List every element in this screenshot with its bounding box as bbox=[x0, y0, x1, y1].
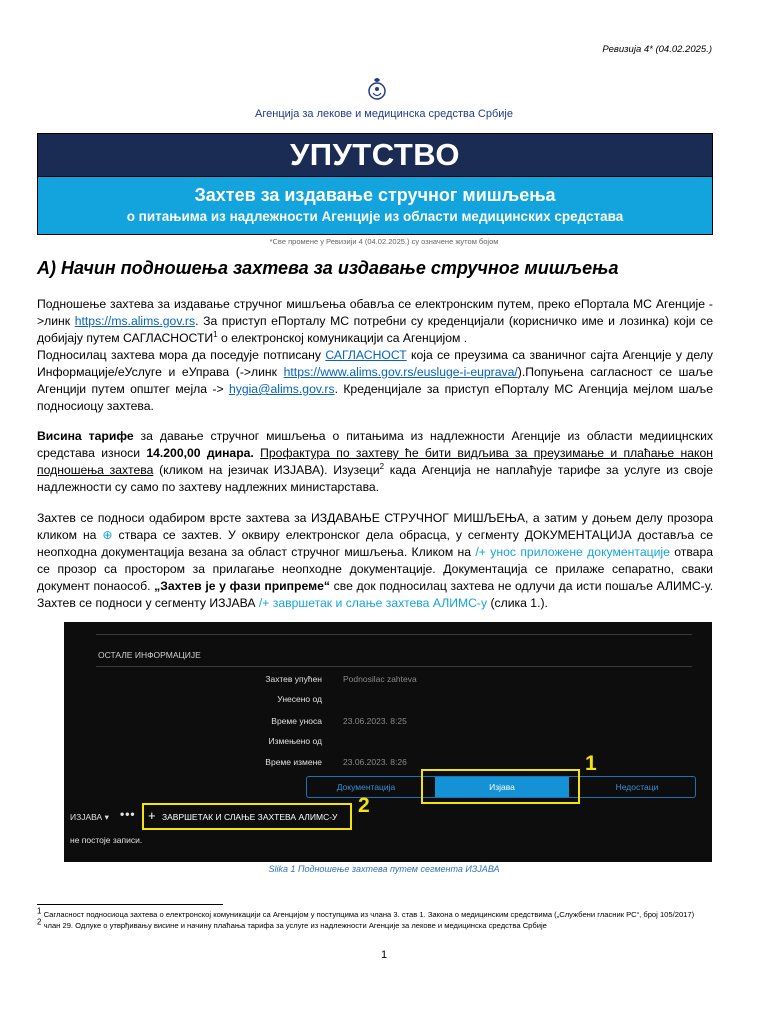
portal-screenshot bbox=[64, 622, 712, 862]
row-label: Измењено од bbox=[268, 736, 322, 746]
footnote-divider bbox=[37, 904, 223, 905]
eportal-link[interactable]: https://ms.alims.gov.rs bbox=[74, 314, 196, 328]
add-documentation-reference: /+ унос приложене документације bbox=[475, 545, 670, 559]
consent-link[interactable]: САГЛАСНОСТ bbox=[325, 348, 407, 362]
footnote-number: 1 bbox=[37, 906, 42, 916]
footnote-1 bbox=[37, 906, 717, 920]
text: која се преузима са званичног сајта Агенције у делу Информације/еУслуге и еУправа (->линк bbox=[37, 348, 713, 379]
statement-menu[interactable]: ИЗЈАВА ▾ bbox=[70, 812, 109, 822]
text: када Агенција не наплаћује тарифе за услуге из своје надлежности су само по захтеву надлежних министарстава. bbox=[37, 463, 713, 494]
section-title: ОСТАЛЕ ИНФОРМАЦИЈЕ bbox=[98, 650, 201, 660]
text: . За приступ еПорталу МС потребни су креденцијали (корисничко име и лозинка) који се добијају путем САГЛАСНОСТИ bbox=[37, 314, 713, 345]
marker-1: 1 bbox=[585, 752, 597, 775]
text: о електронској комуникацији са Агенцијом . bbox=[217, 331, 468, 345]
text: све док подносилац захтева не одлучи да исти пошаље АЛИМС-у. Захтев се подноси у сегменту ИЗЈАВА bbox=[37, 579, 713, 610]
text: ).Попуњена сагласност се шаље Агенцији путем општег мејла -> bbox=[37, 365, 713, 396]
tab-documentation[interactable]: Документација bbox=[336, 782, 396, 792]
tab-deficiencies[interactable]: Недостаци bbox=[615, 782, 659, 792]
submit-reference: /+ завршетак и слање захтева АЛИМС-у bbox=[258, 596, 488, 610]
footnote-text: Сагласност подносиоца захтева о електронској комуникацији са Агенцијом у поступцима из члана 3. став 1. Закона о медицинским средствима („Службени гласник РС“, број 105/2017) bbox=[41, 910, 695, 919]
section-a-heading: А) Начин подношења захтева за издавање стручног мишљења bbox=[37, 258, 619, 278]
footnote-2 bbox=[37, 917, 717, 931]
more-options-icon[interactable]: ••• bbox=[120, 807, 136, 821]
email-link[interactable]: hygia@alims.gov.rs bbox=[228, 382, 335, 396]
info-row bbox=[64, 694, 712, 714]
footnote-text: члан 29. Одлуке о утврђивању висине и начину плаћања тарифа за услуге из надлежности Агенције за лекове и медицинска средства Србије bbox=[41, 921, 547, 930]
tab-statement[interactable]: Изјава bbox=[435, 777, 569, 797]
tariff-label: Висина тарифе bbox=[37, 429, 134, 443]
tariff-amount: 14.200,00 динара. bbox=[146, 446, 254, 460]
paragraph-submission bbox=[37, 296, 713, 415]
plus-icon: + bbox=[148, 808, 156, 823]
agency-logo-icon bbox=[364, 76, 390, 106]
document-title: УПУТСТВО bbox=[37, 133, 713, 177]
footnote-ref-1: 1 bbox=[213, 329, 218, 339]
text: (слика 1.). bbox=[487, 596, 548, 610]
subtitle-sub: о питањима из надлежности Агенције из области медицинских средстава bbox=[126, 209, 624, 224]
divider bbox=[96, 634, 692, 635]
marker-2: 2 bbox=[358, 794, 370, 817]
info-row bbox=[64, 716, 712, 736]
footnote-number: 2 bbox=[37, 917, 42, 927]
revision-label: Ревизија 4* (04.02.2025.) bbox=[602, 44, 712, 55]
document-subtitle bbox=[37, 177, 713, 235]
paragraph-tariff bbox=[37, 428, 713, 496]
text: (кликом на језичак ИЗЈАВА). Изузеци bbox=[153, 463, 380, 477]
info-row bbox=[64, 757, 712, 777]
text: отвара се прозор са простором за прилагање неопходне документације. Документација се прилаже сепаратно, сваки документ понаособ. bbox=[37, 545, 714, 593]
footnote-ref-2: 2 bbox=[379, 461, 385, 471]
status-in-preparation: „Захтев је у фази припреме“ bbox=[154, 579, 330, 593]
agency-name: Агенција за лекове и медицинска средства Србије bbox=[255, 108, 513, 120]
row-label: Време измене bbox=[265, 757, 322, 767]
add-circle-icon: ⊕ bbox=[102, 528, 113, 542]
text: Захтев се подноси одабиром врсте захтева за ИЗДАВАЊЕ СТРУЧНОГ МИШЉЕЊА, а затим у доњем делу прозора кликом на bbox=[37, 511, 713, 542]
divider bbox=[96, 666, 692, 667]
text: Подносилац захтева мора да поседује потписану bbox=[37, 348, 326, 362]
paragraph-procedure bbox=[37, 510, 713, 612]
page-number: 1 bbox=[380, 949, 388, 961]
info-row bbox=[64, 674, 712, 694]
empty-state: не постоје записи. bbox=[70, 835, 143, 845]
figure-caption: Slika 1 Подношење захтева путем сегмента ИЗЈАВА bbox=[268, 864, 500, 874]
row-value: Podnosilac zahteva bbox=[343, 674, 417, 684]
euslugi-link[interactable]: https://www.alims.gov.rs/eusluge-i-euprava/ bbox=[283, 365, 518, 379]
row-label: Захтев упућен bbox=[265, 674, 322, 684]
text: . Креденцијале за приступ еПорталу МС Агенција мејлом шаље подносиоцу захтева. bbox=[37, 382, 713, 413]
row-value: 23.06.2023. 8:25 bbox=[343, 716, 407, 726]
footnotes bbox=[37, 906, 717, 931]
text: Подношење захтева за издавање стручног мишљења обавља се електронским путем, преко еПортала МС Агенције ->линк bbox=[37, 297, 713, 328]
subtitle-main: Захтев за издавање стручног мишљења bbox=[194, 185, 556, 205]
row-label: Време уноса bbox=[271, 716, 322, 726]
highlight-box-1 bbox=[421, 769, 580, 804]
row-label: Унесено од bbox=[277, 694, 322, 704]
info-row bbox=[64, 736, 712, 756]
text: за давање стручног мишљења о питањима из надлежности Агенције из области медиицнских средстава износи bbox=[37, 429, 713, 460]
proforma-note: Профактура по захтеву ће бити видљива за преузимање и плаћање након подношења захтева bbox=[37, 446, 713, 477]
changes-note: *Све промене у Ревизији 4 (04.02.2025.) су означене жутом бојом bbox=[269, 237, 499, 246]
text: ствара се захтев. У оквиру електронског дела обрасца, у сегменту ДОКУМЕНТАЦИЈА доставља се неопходна документација везана за област стручног мишљења. Кликом на bbox=[37, 528, 713, 559]
row-value: 23.06.2023. 8:26 bbox=[343, 757, 407, 767]
submit-to-alims-button[interactable]: ЗАВРШЕТАК И СЛАЊЕ ЗАХТЕВА АЛИМС-У bbox=[162, 812, 338, 822]
